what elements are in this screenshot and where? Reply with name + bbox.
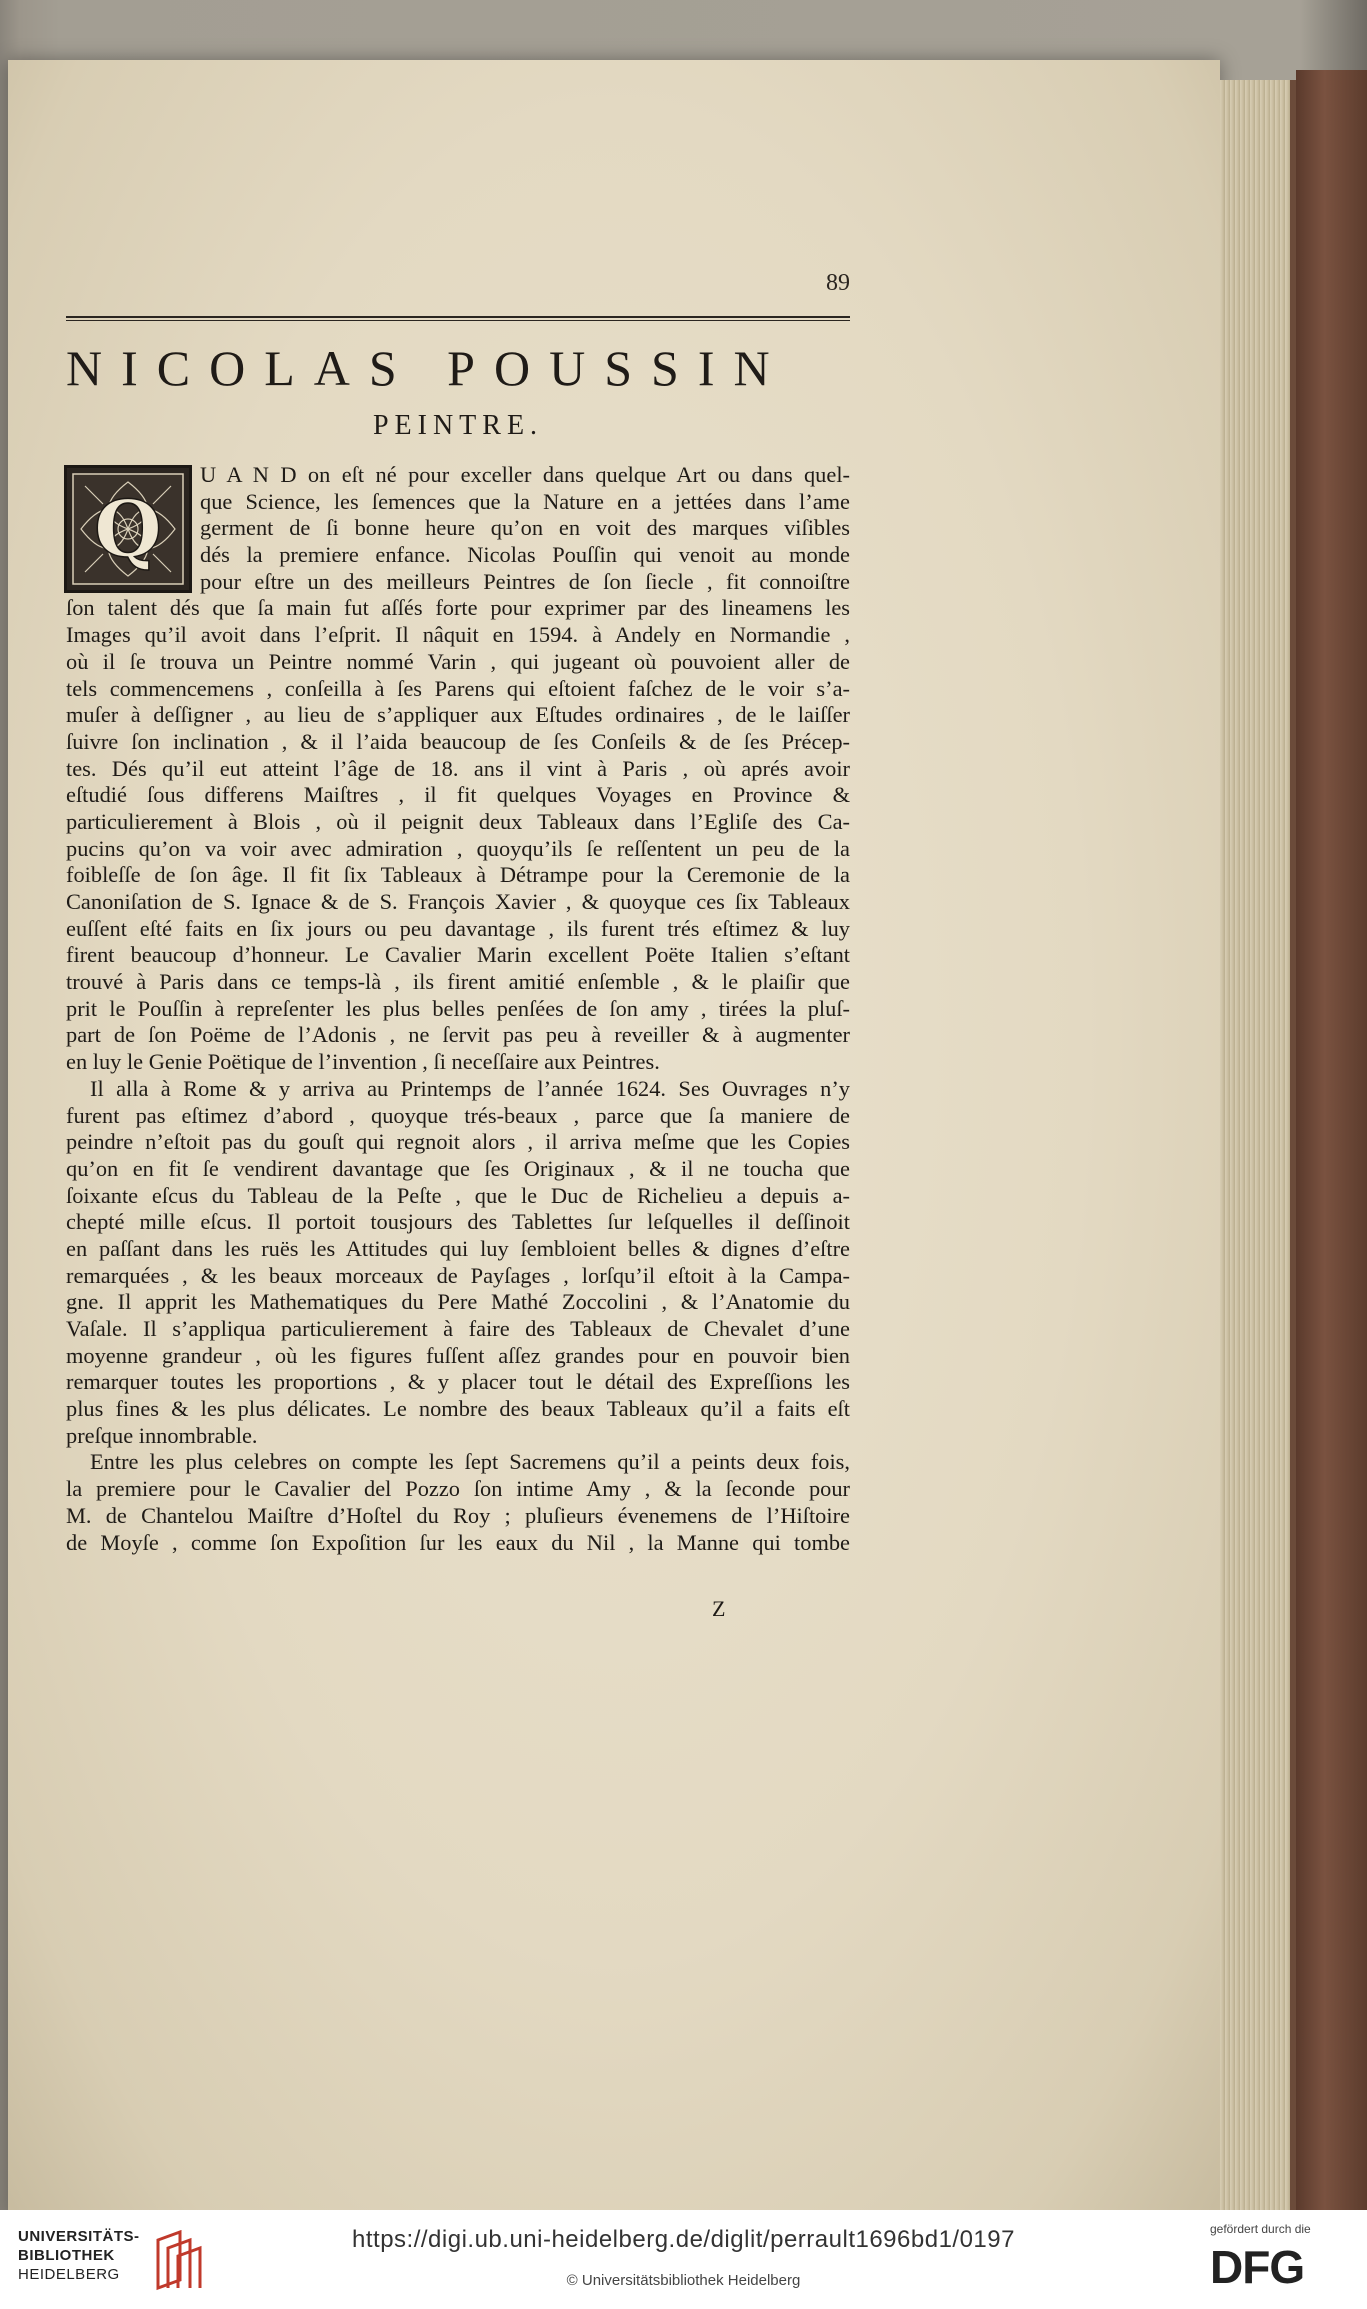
text-line: preſque innombrable. (66, 1422, 258, 1448)
viewer-footer (0, 2210, 1367, 2309)
page-title: NICOLAS POUSSIN (66, 340, 789, 396)
header-rule-thin (66, 320, 850, 321)
text-line: moyenne grandeur , où les figures fuſſent aſſez grandes pour en pouvoir bien (66, 1342, 850, 1368)
header-rule (66, 316, 850, 318)
text-line: dés la premiere enfance. Nicolas Pouſſin qui venoit au monde (200, 542, 850, 568)
text-line: chepté mille eſcus. Il portoit tousjours des Tablettes ſur leſquelles il deſſinoit (66, 1209, 850, 1235)
text-line: euſſent eſté faits en ſix jours ou peu davantage , ils furent trés eſtimez & luy (66, 915, 850, 941)
page-url[interactable]: https://digi.ub.uni-heidelberg.de/diglit/perrault1696bd1/0197 (352, 2226, 1015, 2253)
text-line: ſon talent dés que ſa main fut aſſés forte pour exprimer par des lineamens les (66, 595, 850, 621)
text-line: firent beaucoup d’honneur. Le Cavalier Marin excellent Poëte Italien s’eſtant (66, 942, 850, 968)
text-line: remarquées , & les beaux morceaux de Payſages , lorſqu’il eſtoit à la Campa- (66, 1262, 850, 1288)
text-line: particulierement à Blois , où il peignit deux Tableaux dans l’Egliſe des Ca- (66, 808, 850, 834)
text-line: pour eſtre un des meilleurs Peintres de ſon ſiecle , fit connoiſtre (200, 568, 850, 594)
text-line: eſtudié ſous differens Maiſtres , il fit quelques Voyages en Province & (66, 782, 850, 808)
text-line: Images qu’il avoit dans l’eſprit. Il nâquit en 1594. à Andely en Normandie , (66, 622, 850, 648)
text-line: Entre les plus celebres on compte les ſept Sacremens qu’il a peints deux fois, (90, 1449, 850, 1475)
text-line: qu’on en fit ſe vendirent davantage que ſes Originaux , & il ne toucha que (66, 1155, 850, 1181)
text-line: Canoniſation de S. Ignace & de S. François Xavier , & quoyque ces ſix Tableaux (66, 889, 850, 914)
text-line: pucins qu’on va voir avec admiration , quoyqu’ils ſe reſſentent un peu de la (66, 835, 850, 861)
copyright-notice: © Universitätsbibliothek Heidelberg (566, 2272, 801, 2289)
text-line: germent de ſi bonne heure qu’on en voit des marques viſibles (200, 515, 850, 541)
text-line: la premiere pour le Cavalier del Pozzo ſon intime Amy , & la ſeconde pour (66, 1476, 850, 1502)
text-line: Vaſale. Il s’appliqua particulierement à faire des Tableaux de Chevalet d’une (66, 1316, 850, 1341)
text-line: muſer à deſſigner , au lieu de s’appliquer aux Eſtudes ordinaires , de le laiſſer (66, 702, 850, 728)
text-line: ſuivre ſon inclination , & il l’aida beaucoup de ſes Conſeils & de ſes Précep- (66, 728, 850, 754)
book-cover (1296, 70, 1367, 2210)
funder-logo[interactable] (1210, 2222, 1360, 2302)
text-line: en paſſant dans les ruës les Attitudes qui luy ſembloient belles & dignes d’eſtre (66, 1235, 850, 1261)
text-line: tes. Dés qu’il eut atteint l’âge de 18. ans il vint à Paris , où aprés avoir (66, 755, 850, 781)
text-line: où il ſe trouva un Peintre nommé Varin , qui jugeant où pouvoient aller de (66, 648, 850, 674)
text-line: peindre n’eſtoit pas du gouſt qui regnoit alors , il arriva meſme que les Copies (66, 1129, 850, 1155)
text-line: en luy le Genie Poëtique de l’invention , ſi neceſſaire aux Peintres. (66, 1049, 660, 1075)
text-line: furent pas eſtimez d’abord , quoyque trés-beaux , parce que ſa maniere de (66, 1102, 850, 1128)
text-line: tels commencemens , conſeilla à ſes Parens qui eſtoient faſchez de le voir s’a- (66, 675, 850, 701)
text-line: prit le Pouſſin à repreſenter les plus belles penſées de ſon amy , tirées la pluſ- (66, 995, 850, 1021)
text-line: que Science, les ſemences que la Nature en a jettées dans l’ame (200, 488, 850, 514)
funding-text: gefördert durch die (1210, 2222, 1311, 2236)
body-text (66, 462, 850, 1556)
library-name-line3: HEIDELBERG (18, 2266, 120, 2283)
signature-mark: Z (712, 1596, 726, 1621)
page-edges (1220, 80, 1296, 2210)
text-line: remarquer toutes les proportions , & y placer tout le détail des Expreſſions les (66, 1369, 850, 1395)
text-line: plus fines & les plus délicates. Le nombre des beaux Tableaux qu’il a faits eſt (66, 1396, 850, 1422)
text-line: U A N D on eſt né pour exceller dans quelque Art ou dans quel- (200, 462, 850, 487)
text-line: gne. Il apprit les Mathematiques du Pere Mathé Zoccolini , & l’Anatomie du (66, 1289, 850, 1315)
text-line: M. de Chantelou Maiſtre d’Hoſtel du Roy ; pluſieurs évenemens de l’Hiſtoire (66, 1502, 850, 1528)
dfg-mark: DFG (1210, 2241, 1305, 2293)
text-line: part de ſon Poëme de l’Adonis , ne ſervit pas peu à reveiller & à augmenter (66, 1022, 850, 1048)
text-line: trouvé à Paris dans ce temps-là , ils firent amitié enſemble , & le plaiſir que (66, 969, 850, 995)
library-name-line1: UNIVERSITÄTS- (18, 2228, 140, 2245)
page-number: 89 (826, 270, 850, 296)
text-line: Il alla à Rome & y arriva au Printemps de l’année 1624. Ses Ouvrages n’y (90, 1075, 850, 1101)
text-line: ſoixante eſcus du Tableau de la Peſte , que le Duc de Richelieu a depuis a- (66, 1182, 850, 1208)
svg-text:Q: Q (94, 484, 162, 575)
page-subtitle: PEINTRE. (372, 410, 544, 441)
library-name-line2: BIBLIOTHEK (18, 2247, 115, 2264)
text-line: foibleſſe de ſon âge. Il fit ſix Tableaux à Détrampe pour la Ceremonie de la (66, 862, 850, 888)
text-line: de Moyſe , comme ſon Expoſition ſur les eaux du Nil , la Manne qui tombe (66, 1529, 850, 1555)
